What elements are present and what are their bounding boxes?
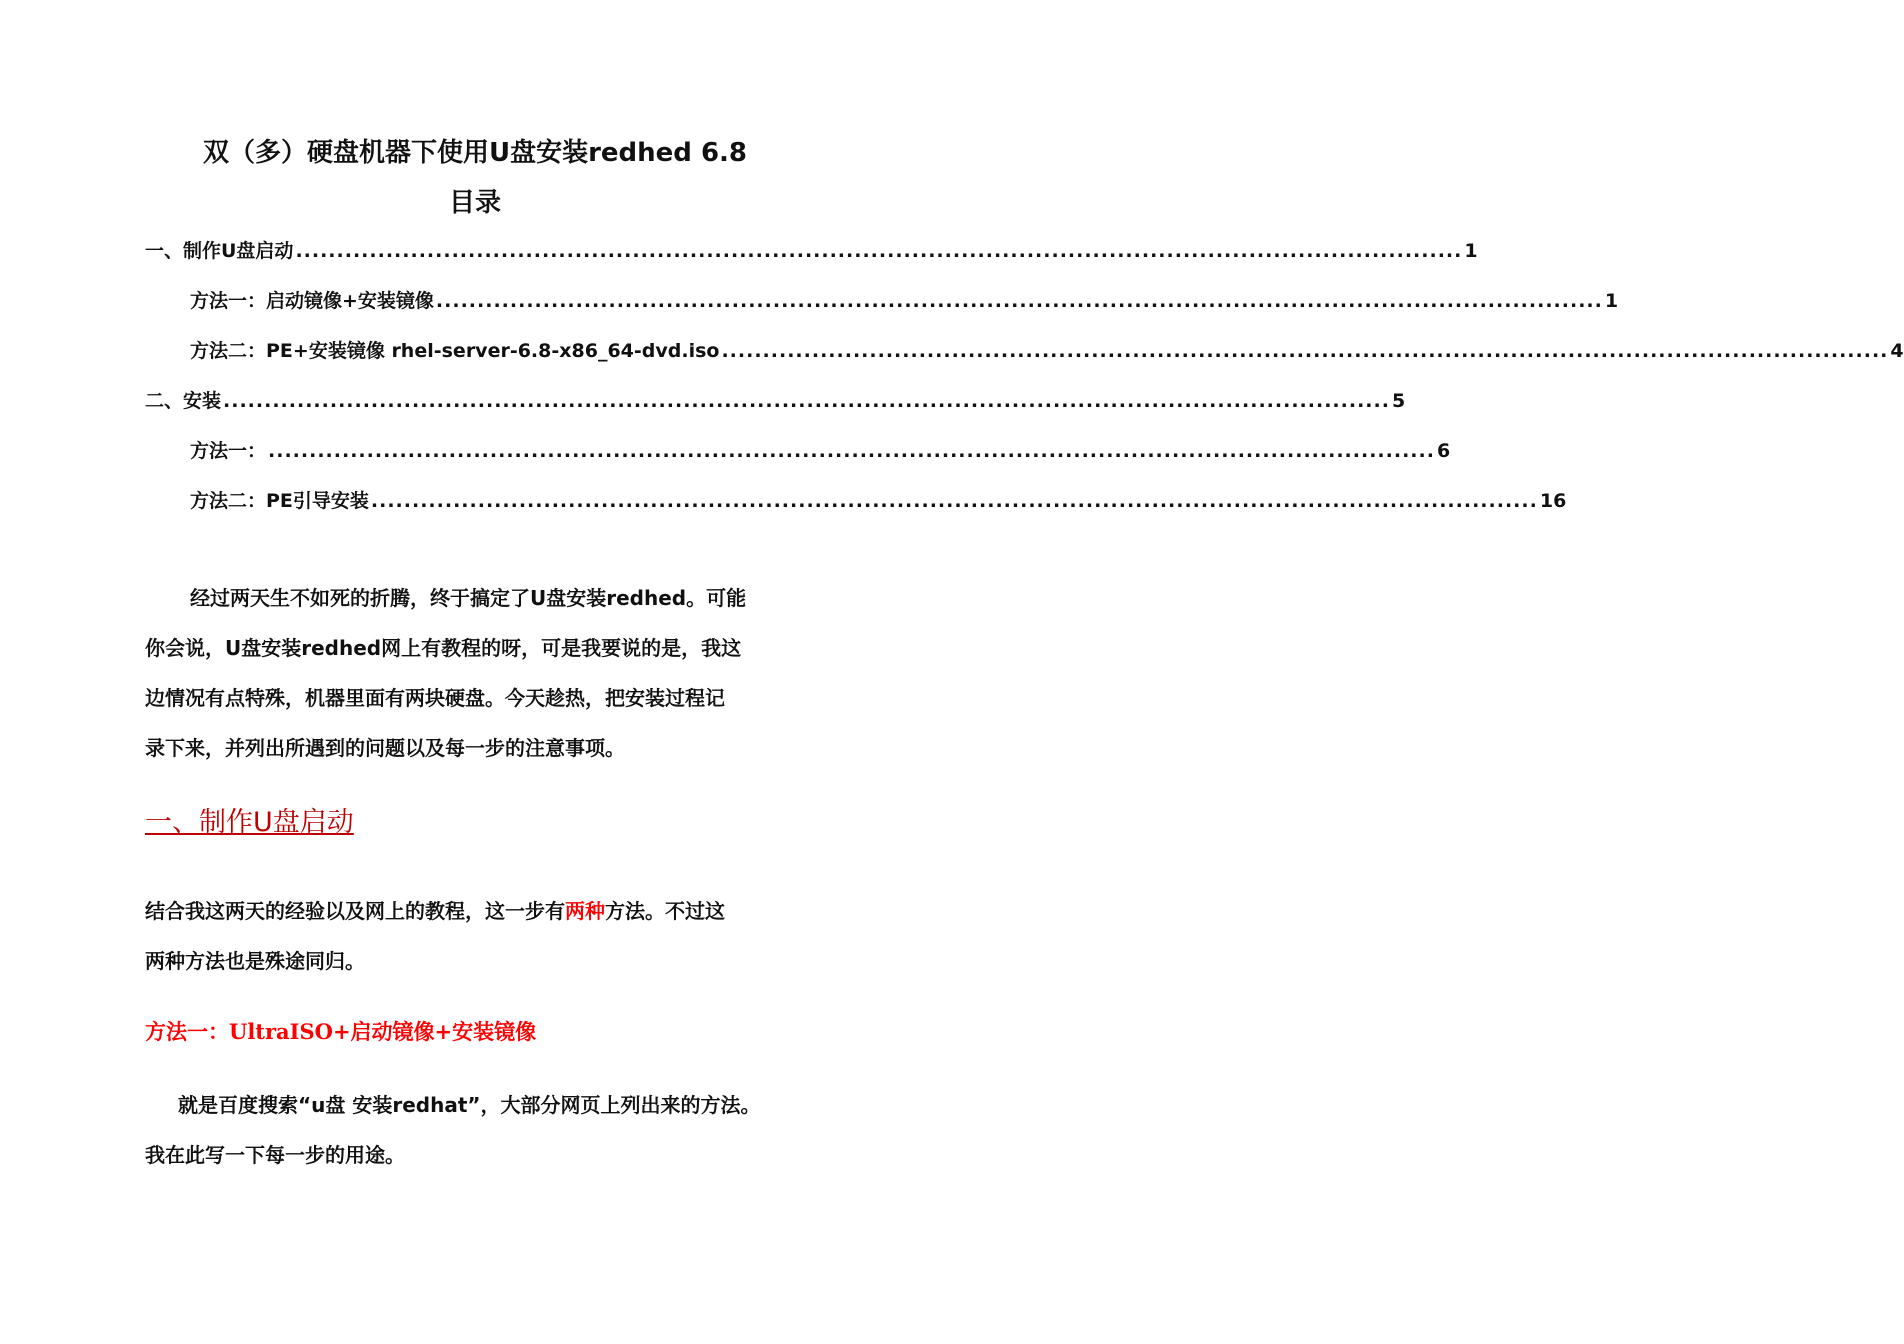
toc-entry-label: 方法一： (190, 440, 267, 462)
section1-line: 两种方法也是殊途同归。 (145, 949, 365, 973)
document-title: 双（多）硬盘机器下使用U盘安装redhed 6.8 (202, 138, 748, 168)
toc-page-number: 4 (1890, 340, 1904, 362)
toc-entry-make-usb-boot[interactable] (145, 236, 1478, 262)
method1-heading: 方法一：UltraISO+启动镜像+安装镜像 (145, 1019, 537, 1044)
highlight-two-methods: 两种 (565, 899, 605, 923)
toc-leader-dots: .............................................................................................................................................. (370, 490, 1538, 512)
toc-page-number: 16 (1539, 490, 1567, 512)
section-heading-make-usb-boot: 一、制作U盘启动 (145, 807, 354, 838)
method1-paragraph (145, 1080, 810, 1180)
intro-line: 经过两天生不如死的折腾，终于搞定了U盘安装redhed。可能 (190, 586, 747, 610)
toc-entry-install-method2[interactable] (190, 486, 1567, 512)
toc-page-number: 5 (1391, 390, 1406, 412)
toc-leader-dots: .............................................................................................................................................. (435, 290, 1603, 312)
section1-line (145, 886, 810, 936)
toc-leader-dots: .............................................................................................................................................. (295, 240, 1463, 262)
toc-entry-label: 方法二：PE引导安装 (190, 490, 369, 512)
method1-line: 就是百度搜索“u盘 安装redhat”，大部分网页上列出来的方法。 (178, 1093, 761, 1117)
intro-line: 你会说，U盘安装redhed网上有教程的呀，可是我要说的是，我这 (145, 636, 742, 660)
toc-page-number: 1 (1464, 240, 1478, 262)
toc-leader-dots: .............................................................................................................................................. (268, 440, 1435, 462)
toc-entry-label: 二、安装 (145, 390, 222, 412)
toc-title: 目录 (448, 188, 501, 218)
toc-page-number: 6 (1436, 440, 1451, 462)
toc-entry-method2[interactable] (190, 336, 1904, 362)
method1-line: 我在此写一下每一步的用途。 (145, 1143, 405, 1167)
toc-leader-dots: .............................................................................................................................................. (223, 390, 1390, 412)
toc-entry-install[interactable] (145, 386, 1406, 412)
toc-entry-label: 一、制作U盘启动 (145, 240, 294, 262)
toc-entry-install-method1[interactable] (190, 436, 1451, 462)
intro-line: 录下来，并列出所遇到的问题以及每一步的注意事项。 (145, 736, 625, 760)
toc-entry-label: 方法一：启动镜像+安装镜像 (190, 290, 434, 312)
section1-paragraph (145, 886, 810, 986)
section1-text: 方法。不过这 (605, 899, 725, 923)
intro-paragraph (145, 573, 810, 773)
section1-text: 结合我这两天的经验以及网上的教程，这一步有 (145, 899, 565, 923)
toc-entry-method1[interactable] (190, 286, 1619, 312)
toc-entry-label: 方法二：PE+安装镜像 rhel-server-6.8-x86_64-dvd.iso (190, 340, 720, 362)
intro-line: 边情况有点特殊，机器里面有两块硬盘。今天趁热，把安装过程记 (145, 686, 725, 710)
toc-page-number: 1 (1604, 290, 1619, 312)
toc-leader-dots: .............................................................................................................................................. (721, 340, 1889, 362)
